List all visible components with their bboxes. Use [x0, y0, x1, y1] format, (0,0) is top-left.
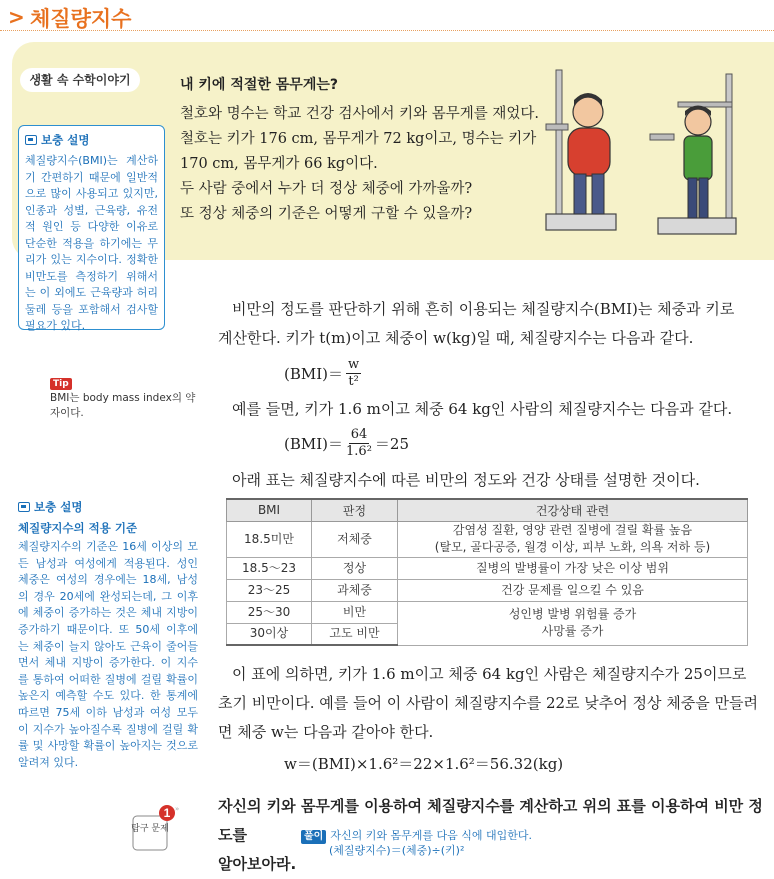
table-cell-health: 건강 문제를 일으킬 수 있음: [398, 579, 748, 601]
table-header: 건강상태 관련: [398, 499, 748, 521]
table-cell-health: [398, 521, 748, 557]
hint-line: (체질량지수)＝(체중)÷(키)²: [329, 844, 465, 857]
health-text: (탈모, 골다공증, 월경 이상, 피부 노화, 의욕 저하 등): [434, 540, 711, 554]
problem-badge-label: 탐구 문제: [131, 824, 169, 834]
formula-lhs: (BMI)＝: [284, 435, 344, 453]
after-table-line: 면 체중 w는 다음과 같아야 한다.: [218, 723, 434, 741]
story-line: 철호는 키가 176 cm, 몸무게가 72 kg이고, 명수는 키가: [180, 131, 537, 147]
intro-paragraph: [218, 295, 758, 353]
table-cell-judge: 정상: [312, 557, 398, 579]
page-title: 체질량지수: [30, 7, 132, 31]
height-measurement-illustration: [538, 64, 738, 239]
side-note-bmi-limits: [18, 125, 165, 330]
intro-line: 비만의 정도를 판단하기 위해 흔히 이용되는 체질량지수(BMI)는 체중과 키로: [232, 300, 735, 318]
note-title: 보충 설명: [34, 500, 83, 514]
formula-fraction: [346, 428, 372, 459]
story-line: 두 사람 중에서 누가 더 정상 체중에 가까울까?: [180, 181, 473, 197]
table-header-row: [227, 499, 748, 521]
story-tag: 생활 속 수학이야기: [20, 68, 140, 92]
header-divider: [0, 30, 774, 31]
health-text: 감염성 질환, 영양 관련 질병에 걸릴 확률 높음: [452, 523, 693, 537]
formula-denominator: t²: [348, 374, 359, 389]
bmi-table: [226, 498, 748, 646]
problem-badge: [131, 804, 180, 852]
note-subtitle: 체질량지수의 적용 기준: [18, 521, 138, 535]
problem-line: 알아보아라.: [218, 855, 297, 873]
table-header: 판정: [312, 499, 398, 521]
after-table-paragraph: [218, 660, 758, 747]
table-cell-judge: 저체중: [312, 521, 398, 557]
example-line: 예를 들면, 키가 1.6 m이고 체중 64 kg인 사람의 체질량지수는 다음과 같다.: [232, 400, 733, 418]
after-table-line: 초기 비만이다. 예를 들어 이 사람이 체질량지수를 22로 낮추어 정상 체중을 만들려: [218, 694, 758, 712]
formula-numerator: 64: [350, 427, 368, 442]
problem-number: 1: [163, 806, 171, 820]
table-cell-bmi: 18.5～23: [227, 557, 312, 579]
health-text: 사망률 증가: [541, 624, 604, 638]
table-cell-bmi: 23～25: [227, 579, 312, 601]
story-line: 또 정상 체중의 기준은 어떻게 구할 수 있을까?: [180, 206, 473, 222]
story-question: 내 키에 적절한 몸무게는?: [180, 77, 338, 93]
formula-fraction: [346, 358, 361, 389]
table-header: BMI: [227, 499, 312, 521]
problem-line: 자신의 키와 몸무게를 이용하여 체질량지수를 계산하고 위의 표를 이용하여 비만 정도를: [218, 797, 763, 844]
tip-text: BMI는 body mass index의 약자이다.: [50, 392, 196, 419]
health-text: 성인병 발병 위험률 증가: [508, 607, 637, 621]
table-row: [227, 579, 748, 601]
table-intro-line: 아래 표는 체질량지수에 따른 비만의 정도와 건강 상태를 설명한 것이다.: [232, 471, 700, 489]
hint-badge: 풀이: [301, 830, 326, 844]
tip-box: [50, 371, 200, 421]
formula-denominator: 1.6²: [346, 444, 372, 459]
note-icon: [25, 135, 37, 145]
page-header: [0, 0, 774, 34]
intro-line: 계산한다. 키가 t(m)이고 체중이 w(kg)일 때, 체질량지수는 다음과 같다.: [218, 329, 694, 347]
table-cell-bmi: 25～30: [227, 601, 312, 623]
side-note-bmi-criteria: [18, 499, 198, 771]
table-cell-judge: 과체중: [312, 579, 398, 601]
story-line: 철호와 명수는 학교 건강 검사에서 키와 몸무게를 재었다.: [180, 106, 540, 122]
table-row: [227, 557, 748, 579]
table-intro-paragraph: [218, 466, 758, 495]
formula-lhs: (BMI)＝: [284, 365, 344, 383]
chevrons-icon: »: [175, 805, 180, 813]
table-row: [227, 601, 748, 623]
formula-numerator: w: [348, 357, 360, 372]
after-table-line: 이 표에 의하면, 키가 1.6 m이고 체중 64 kg인 사람은 체질량지수가 25이므로: [232, 665, 747, 683]
bmi-example-formula: [284, 428, 409, 459]
table-cell-health: 질병의 발병률이 가장 낮은 이상 범위: [398, 557, 748, 579]
formula-rhs: ＝25: [374, 435, 409, 453]
hint-line: 자신의 키와 몸무게를 다음 식에 대입한다.: [330, 829, 532, 842]
hint-box: [301, 829, 532, 858]
story-line: 170 cm, 몸무게가 66 kg이다.: [180, 156, 378, 172]
table-cell-health: [398, 601, 748, 645]
note-text: 체질량지수(BMI)는 계산하기 간편하기 때문에 일반적으로 많이 사용되고 있지만, 인종과 성별, 근육량, 유전적 원인 등 다양한 이유로 단순한 적용을 하기에는 무리가 있는 지수이다. 정확한 비만도를 측정하기 위해서는 이 외에도 근육량과 허리둘레 등을 포함해서 검사할 필요가 있다.: [25, 154, 158, 332]
bmi-formula: [284, 358, 364, 389]
example-paragraph: [218, 395, 758, 424]
table-cell-bmi: 18.5미만: [227, 521, 312, 557]
note-text: 체질량지수의 기준은 16세 이상의 모든 남성과 여성에게 적용된다. 성인 체중은 여성의 경우에는 18세, 남성의 경우 20세에 완성되는데, 그 이후에 체중이 증가하는 것은 체내 지방이 증가하기 때문이다. 또 50세 이후에는 체중이 늘지 않아도 근육이 줄어들면서 체내 지방이 증가한다. 이 지수를 통하여 어떠한 질병에 걸릴 확률이 높은지 예측할 수도 있다. 한 통계에 따르면 75세 이하 남성과 여성 모두 이 지수가 높아질수록 질병에 걸릴 확률 및 사망할 확률이 높아지는 것으로 알려져 있다.: [18, 540, 198, 769]
target-weight-formula: w＝(BMI)×1.6²＝22×1.6²＝56.32(kg): [284, 755, 564, 773]
note-icon: [18, 502, 30, 512]
table-cell-bmi: 30이상: [227, 623, 312, 645]
chevron-right-icon: >: [8, 5, 25, 29]
story-body: [180, 102, 540, 227]
table-cell-judge: 비만: [312, 601, 398, 623]
table-row: [227, 521, 748, 557]
note-title: 보충 설명: [41, 133, 90, 147]
tip-badge: Tip: [50, 378, 72, 390]
table-cell-judge: 고도 비만: [312, 623, 398, 645]
